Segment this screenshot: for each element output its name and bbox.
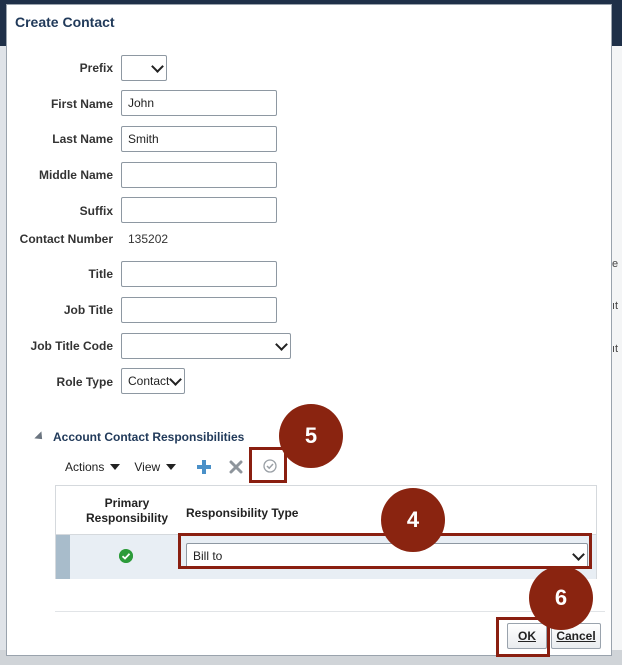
- suffix-label: Suffix: [79, 204, 113, 218]
- view-menu[interactable]: [134, 460, 176, 474]
- caret-down-icon: [166, 464, 176, 470]
- contact-number-label: Contact Number: [19, 232, 113, 246]
- actions-menu-label: Actions: [65, 460, 105, 474]
- caret-down-icon: [110, 464, 120, 470]
- primary-check-icon: [119, 549, 133, 563]
- background-edge-text: ıt: [612, 343, 619, 355]
- prefix-label: Prefix: [79, 61, 113, 75]
- delete-icon[interactable]: [229, 460, 243, 474]
- actions-menu[interactable]: [65, 460, 120, 474]
- job-title-code-label: Job Title Code: [30, 339, 113, 353]
- chevron-down-icon: [169, 373, 182, 386]
- last-name-label: Last Name: [52, 132, 113, 146]
- background-edge-text: ıt: [612, 300, 619, 312]
- first-name-input[interactable]: [121, 90, 277, 116]
- responsibilities-section-title: Account Contact Responsibilities: [53, 430, 245, 444]
- callout-highlight-check: [249, 447, 287, 483]
- footer-divider: [55, 611, 605, 612]
- chevron-down-icon: [275, 338, 288, 351]
- middle-name-input[interactable]: [121, 162, 277, 188]
- view-menu-label: View: [134, 460, 161, 474]
- responsibility-type-value: Bill to: [193, 549, 223, 563]
- role-type-select[interactable]: [121, 368, 185, 394]
- dialog-title: Create Contact: [15, 14, 115, 30]
- first-name-label: First Name: [50, 97, 113, 111]
- role-type-value: Contact: [128, 374, 170, 388]
- job-title-label: Job Title: [63, 303, 113, 317]
- column-header-primary[interactable]: [78, 496, 176, 526]
- column-header-primary-line1: Primary: [104, 496, 150, 510]
- ok-button[interactable]: OK: [507, 623, 547, 649]
- background-edge-text: e: [612, 258, 619, 270]
- callout-highlight-responsibility: [178, 533, 592, 569]
- step-5-badge: 5: [279, 404, 343, 468]
- title-label: Title: [88, 267, 113, 281]
- background-page-edge: [612, 46, 622, 665]
- step-6-badge: 6: [529, 566, 593, 630]
- middle-name-label: Middle Name: [38, 168, 113, 182]
- job-title-input[interactable]: [121, 297, 277, 323]
- contact-number-value: 135202: [128, 232, 169, 246]
- row-selector[interactable]: [56, 535, 70, 579]
- add-icon[interactable]: [197, 460, 211, 474]
- prefix-select[interactable]: [121, 55, 167, 81]
- column-header-type[interactable]: Responsibility Type: [186, 506, 299, 520]
- title-input[interactable]: [121, 261, 277, 287]
- column-header-primary-line2: Responsibility: [85, 511, 168, 525]
- step-4-badge: 4: [381, 488, 445, 552]
- cancel-button[interactable]: Cancel: [551, 623, 601, 649]
- responsibilities-toolbar: [65, 460, 190, 474]
- collapse-triangle-icon[interactable]: [34, 431, 45, 442]
- suffix-input[interactable]: [121, 197, 277, 223]
- job-title-code-select[interactable]: [121, 333, 291, 359]
- role-type-label: Role Type: [56, 375, 113, 389]
- responsibilities-section-header[interactable]: [35, 430, 244, 444]
- chevron-down-icon: [151, 60, 164, 73]
- last-name-input[interactable]: [121, 126, 277, 152]
